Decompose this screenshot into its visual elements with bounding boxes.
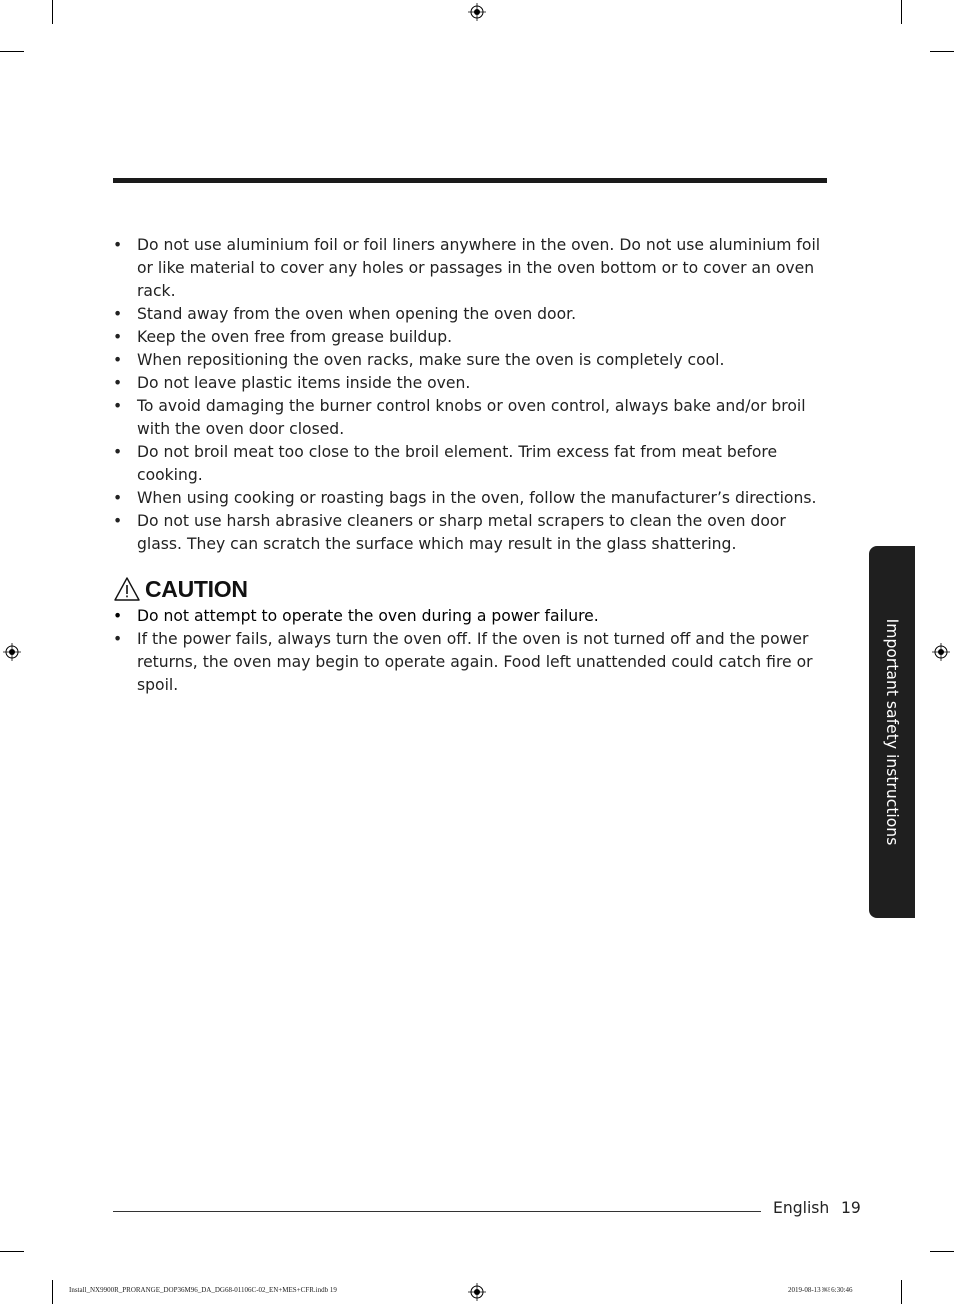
list-item: • Stand away from the oven when opening the oven door.: [113, 303, 828, 326]
caution-list: [113, 605, 828, 697]
footer-rule: [113, 1211, 761, 1212]
list-item: • Do not use harsh abrasive cleaners or sharp metal scrapers to clean the oven door glass. They can scratch the surface which may result in the glass shattering.: [113, 510, 828, 556]
side-tab-label: Important safety instructions: [883, 618, 901, 846]
crop-mark: [901, 0, 902, 24]
list-item: • If the power fails, always turn the oven off. If the oven is not turned off and the power returns, the oven may begin to operate again. Food left unattended could catch fire or spoil.: [113, 628, 828, 697]
list-item: • When repositioning the oven racks, make sure the oven is completely cool.: [113, 349, 828, 372]
list-item: • Do not attempt to operate the oven during a power failure.: [113, 605, 828, 628]
caution-heading: [113, 574, 248, 604]
registration-mark-icon: [468, 3, 486, 21]
caution-title: CAUTION: [145, 575, 248, 602]
registration-mark-icon: [468, 1283, 486, 1301]
crop-mark: [930, 1251, 954, 1252]
warning-triangle-icon: [113, 576, 141, 602]
footer-language: English: [773, 1199, 830, 1217]
crop-mark: [52, 1280, 53, 1304]
list-item: • To avoid damaging the burner control knobs or oven control, always bake and/or broil with the oven door closed.: [113, 395, 828, 441]
section-side-tab: [869, 546, 915, 918]
print-date-info: 2019-08-13 ￼ 6:30:46: [788, 1286, 853, 1294]
list-item: • Keep the oven free from grease buildup.: [113, 326, 828, 349]
crop-mark: [0, 51, 24, 52]
section-top-rule: [113, 178, 827, 183]
registration-mark-icon: [932, 643, 950, 661]
list-item: • When using cooking or roasting bags in the oven, follow the manufacturer’s directions.: [113, 487, 828, 510]
print-file-info: Install_NX9900R_PRORANGE_DOP36M96_DA_DG68-01106C-02_EN+MES+CFR.indb 19: [69, 1286, 337, 1294]
list-item: • Do not broil meat too close to the broil element. Trim excess fat from meat before cooking.: [113, 441, 828, 487]
crop-mark: [0, 1251, 24, 1252]
crop-mark: [930, 51, 954, 52]
list-item: • Do not leave plastic items inside the oven.: [113, 372, 828, 395]
safety-list: [113, 234, 828, 556]
crop-mark: [901, 1280, 902, 1304]
crop-mark: [52, 0, 53, 24]
page-number: 19: [841, 1199, 861, 1217]
registration-mark-icon: [3, 643, 21, 661]
list-item: • Do not use aluminium foil or foil liners anywhere in the oven. Do not use aluminium foil or like material to cover any holes or passages in the oven bottom or to cover an oven rack.: [113, 234, 828, 303]
